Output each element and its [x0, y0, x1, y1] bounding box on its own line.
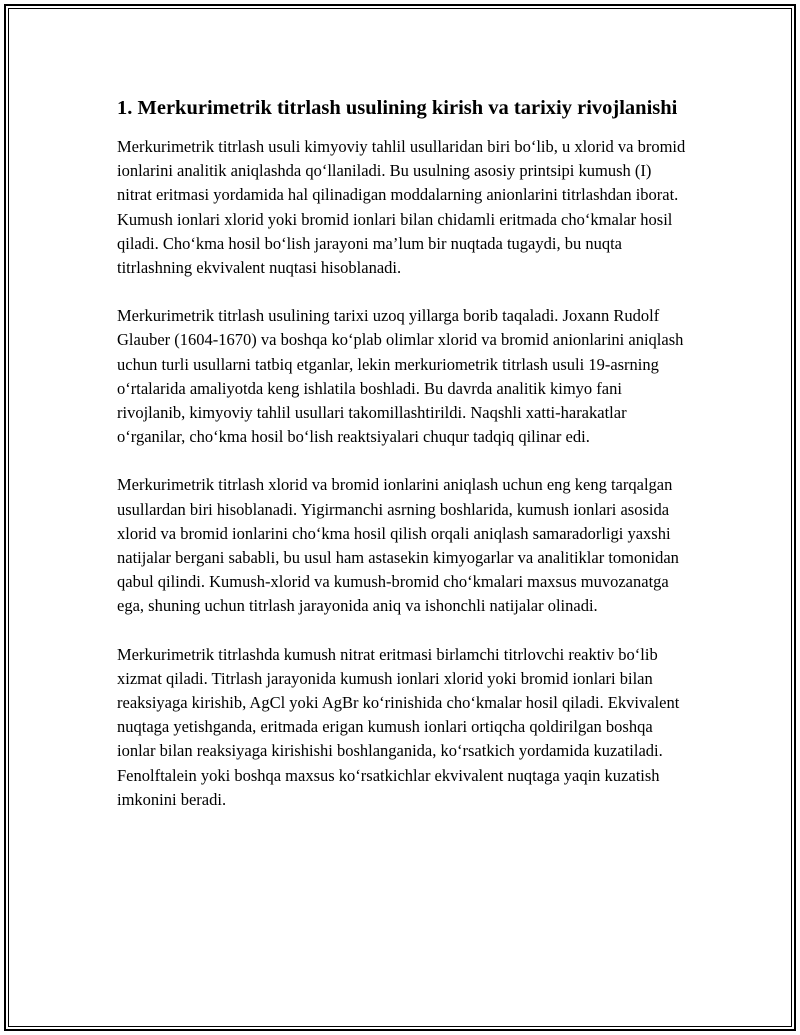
- paragraph-3: Merkurimetrik titrlash xlorid va bromid ionlarini aniqlash uchun eng keng tarqalgan usullardan biri hisoblanadi. Yigirmanchi asrning boshlarida, kumush ionlari asosida xlorid va bromid ionlarini cho‘kma hosil qilish orqali aniqlash samaradorligi yaxshi natijalar bergani sababli, bu usul ham astasekin kimyogarlar va analitiklar tomonidan qabul qilindi. Kumush-xlorid va kumush-bromid cho‘kmalari maxsus muvozanatga ega, shuning uchun titrlash jarayonida aniq va ishonchli natijalar olinadi.: [117, 475, 679, 616]
- section-heading: 1. Merkurimetrik titrlash usulining kirish va tarixiy rivojlanishi: [117, 97, 678, 119]
- paragraph-4: Merkurimetrik titrlashda kumush nitrat eritmasi birlamchi titrlovchi reaktiv bo‘lib xizmat qiladi. Titrlash jarayonida kumush ionlari xlorid yoki bromid ionlari bilan reaksiyaga kirishib, AgCl yoki AgBr ko‘rinishida cho‘kmalar hosil qiladi. Ekvivalent nuqtaga yetishganda, eritmada erigan kumush ionlari ortiqcha qoldirilgan boshqa ionlar bilan reaksiyaga kirishishi boshlanganida, ko‘rsatkich yordamida kuzatiladi. Fenolftalein yoki boshqa maxsus ko‘rsatkichlar ekvivalent nuqtaga yaqin kuzatish imkonini beradi.: [117, 644, 680, 809]
- document-body: [117, 94, 687, 836]
- paragraph-2: Merkurimetrik titrlash usulining tarixi uzoq yillarga borib taqaladi. Joxann Rudolf Glauber (1604-1670) va boshqa ko‘plab olimlar xlorid va bromid anionlarini aniqlash uchun turli usullarni tatbiq etganlar, lekin merkuriometrik titrlash usuli 19-asrning o‘rtalarida amaliyotda keng ishlatila boshladi. Bu davrda analitik kimyo fani rivojlanib, kimyoviy tahlil usullari takomillashtirildi. Naqshli xatti-harakatlar o‘rganilar, cho‘kma hosil bo‘lish reaktsiyalari chuqur tadqiq qilinar edi.: [117, 306, 684, 447]
- paragraph-1: Merkurimetrik titrlash usuli kimyoviy tahlil usullaridan biri bo‘lib, u xlorid va bromid ionlarini analitik aniqlashda qo‘llaniladi. Bu usulning asosiy printsipi kumush (I) nitrat eritmasi yordamida hal qilinadigan moddalarning anionlarini titrlashdan iborat. Kumush ionlari xlorid yoki bromid ionlari bilan chidamli eritmada cho‘kmalar hosil qiladi. Cho‘kma hosil bo‘lish jarayoni ma’lum bir nuqtada tugaydi, bu nuqta titrlashning ekvivalent nuqtasi hisoblanadi.: [117, 137, 686, 278]
